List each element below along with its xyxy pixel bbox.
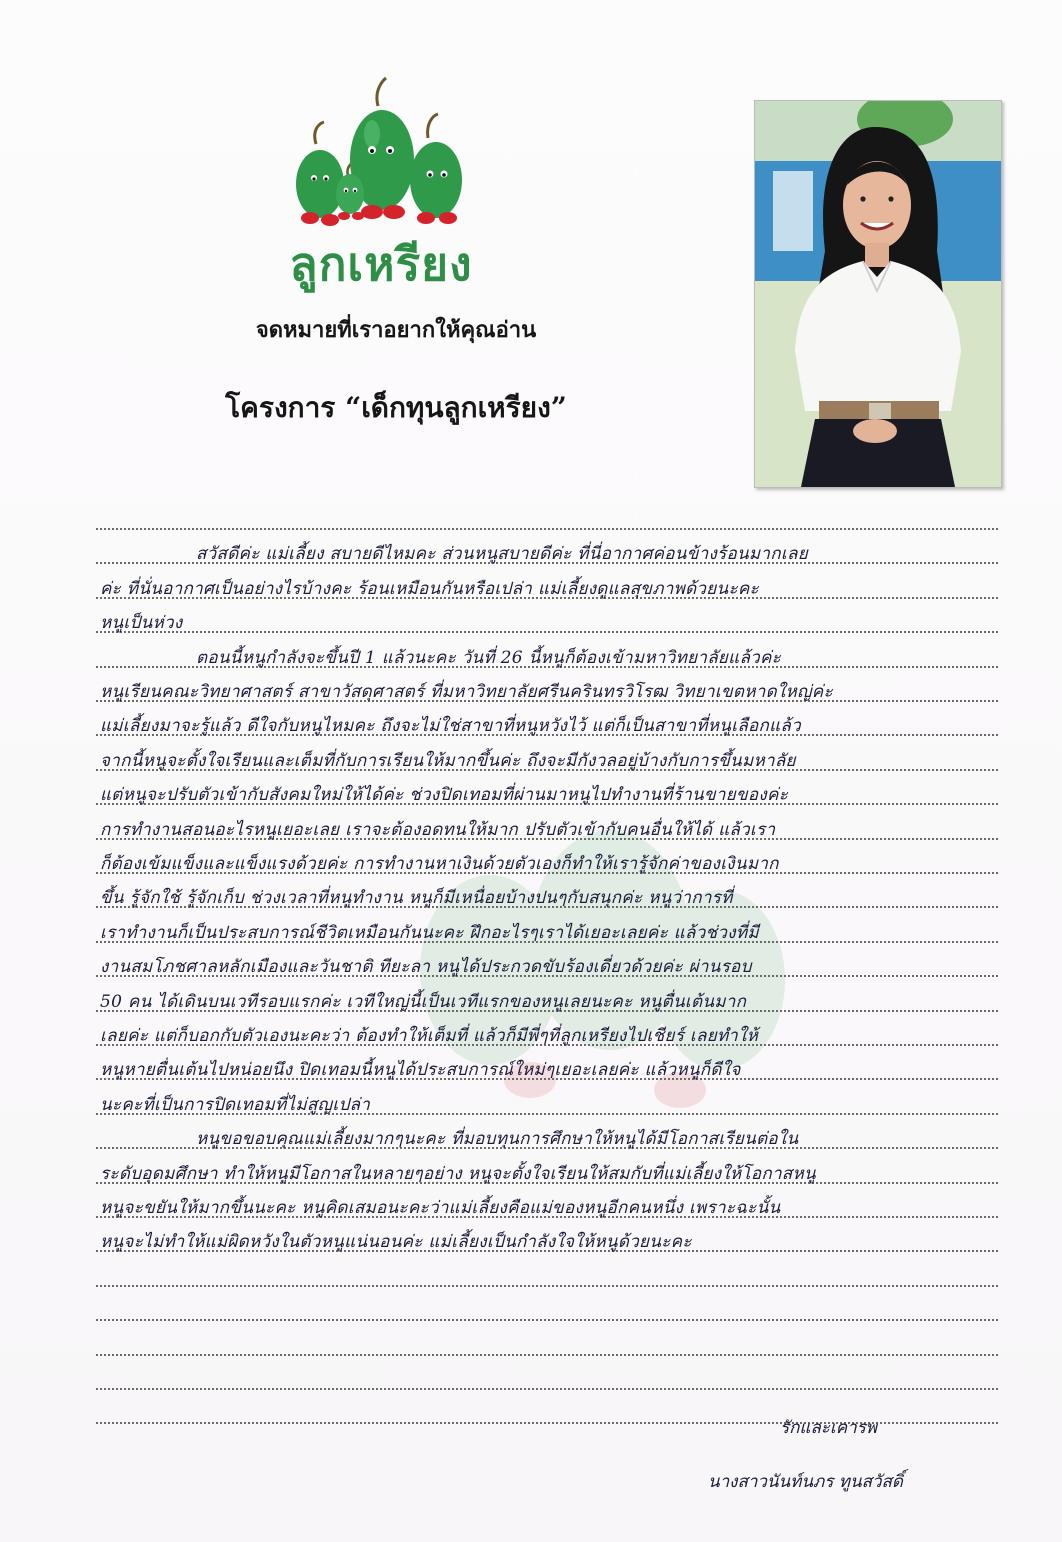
student-photo <box>754 100 1002 488</box>
letter-line: งานสมโภชศาลหลักเมืองและวันชาติ ทียะลา หนูได้ประกวดขับร้องเดี่ยวด้วยค่ะ ผ่านรอบ <box>100 957 752 978</box>
letter-line: ค่ะ ที่นั่นอากาศเป็นอย่างไรบ้างคะ ร้อนเหมือนกันหรือเปล่า แม่เลี้ยงดูแลสุขภาพด้วยนะคะ <box>100 578 759 599</box>
letter-line: หนูเป็นห่วง <box>100 613 183 634</box>
project-title: โครงการ “เด็กทุนลูกเหรียง” <box>225 391 567 424</box>
student-portrait-icon <box>755 101 1001 487</box>
letter-line: หนูขอขอบคุณแม่เลี้ยงมากๆนะคะ ที่มอบทุนการศึกษาให้หนูได้มีโอกาสเรียนต่อใน <box>196 1129 799 1150</box>
letter-line: หนูหายตื่นเต้นไปหน่อยนึง ปิดเทอมนี้หนูได้ประสบการณ์ใหม่ๆเยอะเลยค่ะ แล้วหนูก็ดีใจ <box>100 1060 741 1081</box>
signature: นางสาวนันท์นภร ทูนสวัสดิ์ <box>708 1472 903 1492</box>
letter-line: หนูจะไม่ทำให้แม่ผิดหวังในตัวหนูแน่นอนค่ะ แม่เลี้ยงเป็นกำลังใจให้หนูด้วยนะคะ <box>100 1232 692 1253</box>
ruled-line <box>96 1285 998 1287</box>
letter-heading: จดหมายที่เราอยากให้คุณอ่าน <box>255 318 537 343</box>
letter-line: แม่เลี้ยงมาจะรู้แล้ว ดีใจกับหนูไหมคะ ถึงจะไม่ใช่สาขาที่หนูหวังไว้ แต่ก็เป็นสาขาที่หนูเลือกแล้ว <box>100 716 801 737</box>
letter-line: ก็ต้องเข้มแข็งและแข็งแรงด้วยค่ะ การทำงานหาเงินด้วยตัวเองก็ทำให้เรารู้จักค่าของเงินมาก <box>100 854 779 874</box>
letter-line: แต่หนูจะปรับตัวเข้ากับสังคมใหม่ให้ได้ค่ะ ช่วงปิดเทอมที่ผ่านมาหนูไปทำงานที่ร้านขายของค่ะ <box>100 785 789 806</box>
letter-line: สวัสดีค่ะ แม่เลี้ยง สบายดีไหมคะ ส่วนหนูสบายดีค่ะ ที่นี่อากาศค่อนข้างร้อนมากเลย <box>196 544 808 565</box>
letter-line: จากนี้หนูจะตั้งใจเรียนและเต็มที่กับการเรียนให้มากขึ้นค่ะ ถึงจะมีกังวลอยู่บ้างกับการขึ้นมหาลัย <box>100 750 796 771</box>
letter-line: เราทำงานก็เป็นประสบการณ์ชีวิตเหมือนกันนะคะ ฝึกอะไรๆเราได้เยอะเลยค่ะ แล้วช่วงที่มี <box>100 922 759 943</box>
letter-line: นะคะที่เป็นการปิดเทอมที่ไม่สูญเปล่า <box>100 1094 371 1115</box>
ruled-line <box>96 1354 998 1356</box>
logo-text: ลูกเหรียง <box>289 237 473 291</box>
letter-line: ขึ้น รู้จักใช้ รู้จักเก็บ ช่วงเวลาที่หนูทำงาน หนูก็มีเหนื่อยบ้างปนๆกับสนุกค่ะ หนูว่าการที่ <box>100 888 733 909</box>
letter-line: การทำงานสอนอะไรหนูเยอะเลย เราจะต้องอดทนให้มาก ปรับตัวเข้ากับคนอื่นให้ได้ แล้วเรา <box>100 819 776 840</box>
letter-line: หนูจะขยันให้มากขึ้นนะคะ หนูคิดเสมอนะคะว่าแม่เลี้ยงคือแม่ของหนูอีกคนหนึ่ง เพราะฉะนั้น <box>100 1198 781 1218</box>
letter-line: 50 คน ได้เดินบนเวทีรอบแรกค่ะ เวทีใหญ่นี้เป็นเวทีแรกของหนูเลยนะคะ หนูตื่นเต้นมาก <box>100 991 747 1012</box>
letter-line: หนูเรียนคณะวิทยาศาสตร์ สาขาวัสดุศาสตร์ ที่มหาวิทยาลัยศรีนครินทรวิโรฒ วิทยาเขตหาดใหญ่ค่ะ <box>100 682 833 702</box>
ruled-line <box>96 528 998 530</box>
letter-line: เลยค่ะ แต่ก็บอกกับตัวเองนะคะว่า ต้องทำให้เต็มที่ แล้วก็มีพี่ๆที่ลูกเหรียงไปเชียร์ เลยทำให้ <box>100 1026 759 1046</box>
ruled-line <box>96 1388 998 1390</box>
seed-family-icon <box>286 76 476 236</box>
letter-line: ตอนนี้หนูกำลังจะขึ้นปี 1 แล้วนะคะ วันที่ 26 นี้หนูก็ต้องเข้ามหาวิทยาลัยแล้วค่ะ <box>196 647 782 668</box>
closing: รักและเคารพ <box>780 1418 877 1438</box>
letter-line: ระดับอุดมศึกษา ทำให้หนูมีโอกาสในหลายๆอย่าง หนูจะตั้งใจเรียนให้สมกับที่แม่เลี้ยงให้โอกาสหนู <box>100 1163 816 1184</box>
luk-riang-logo <box>286 76 476 291</box>
ruled-line <box>96 1319 998 1321</box>
